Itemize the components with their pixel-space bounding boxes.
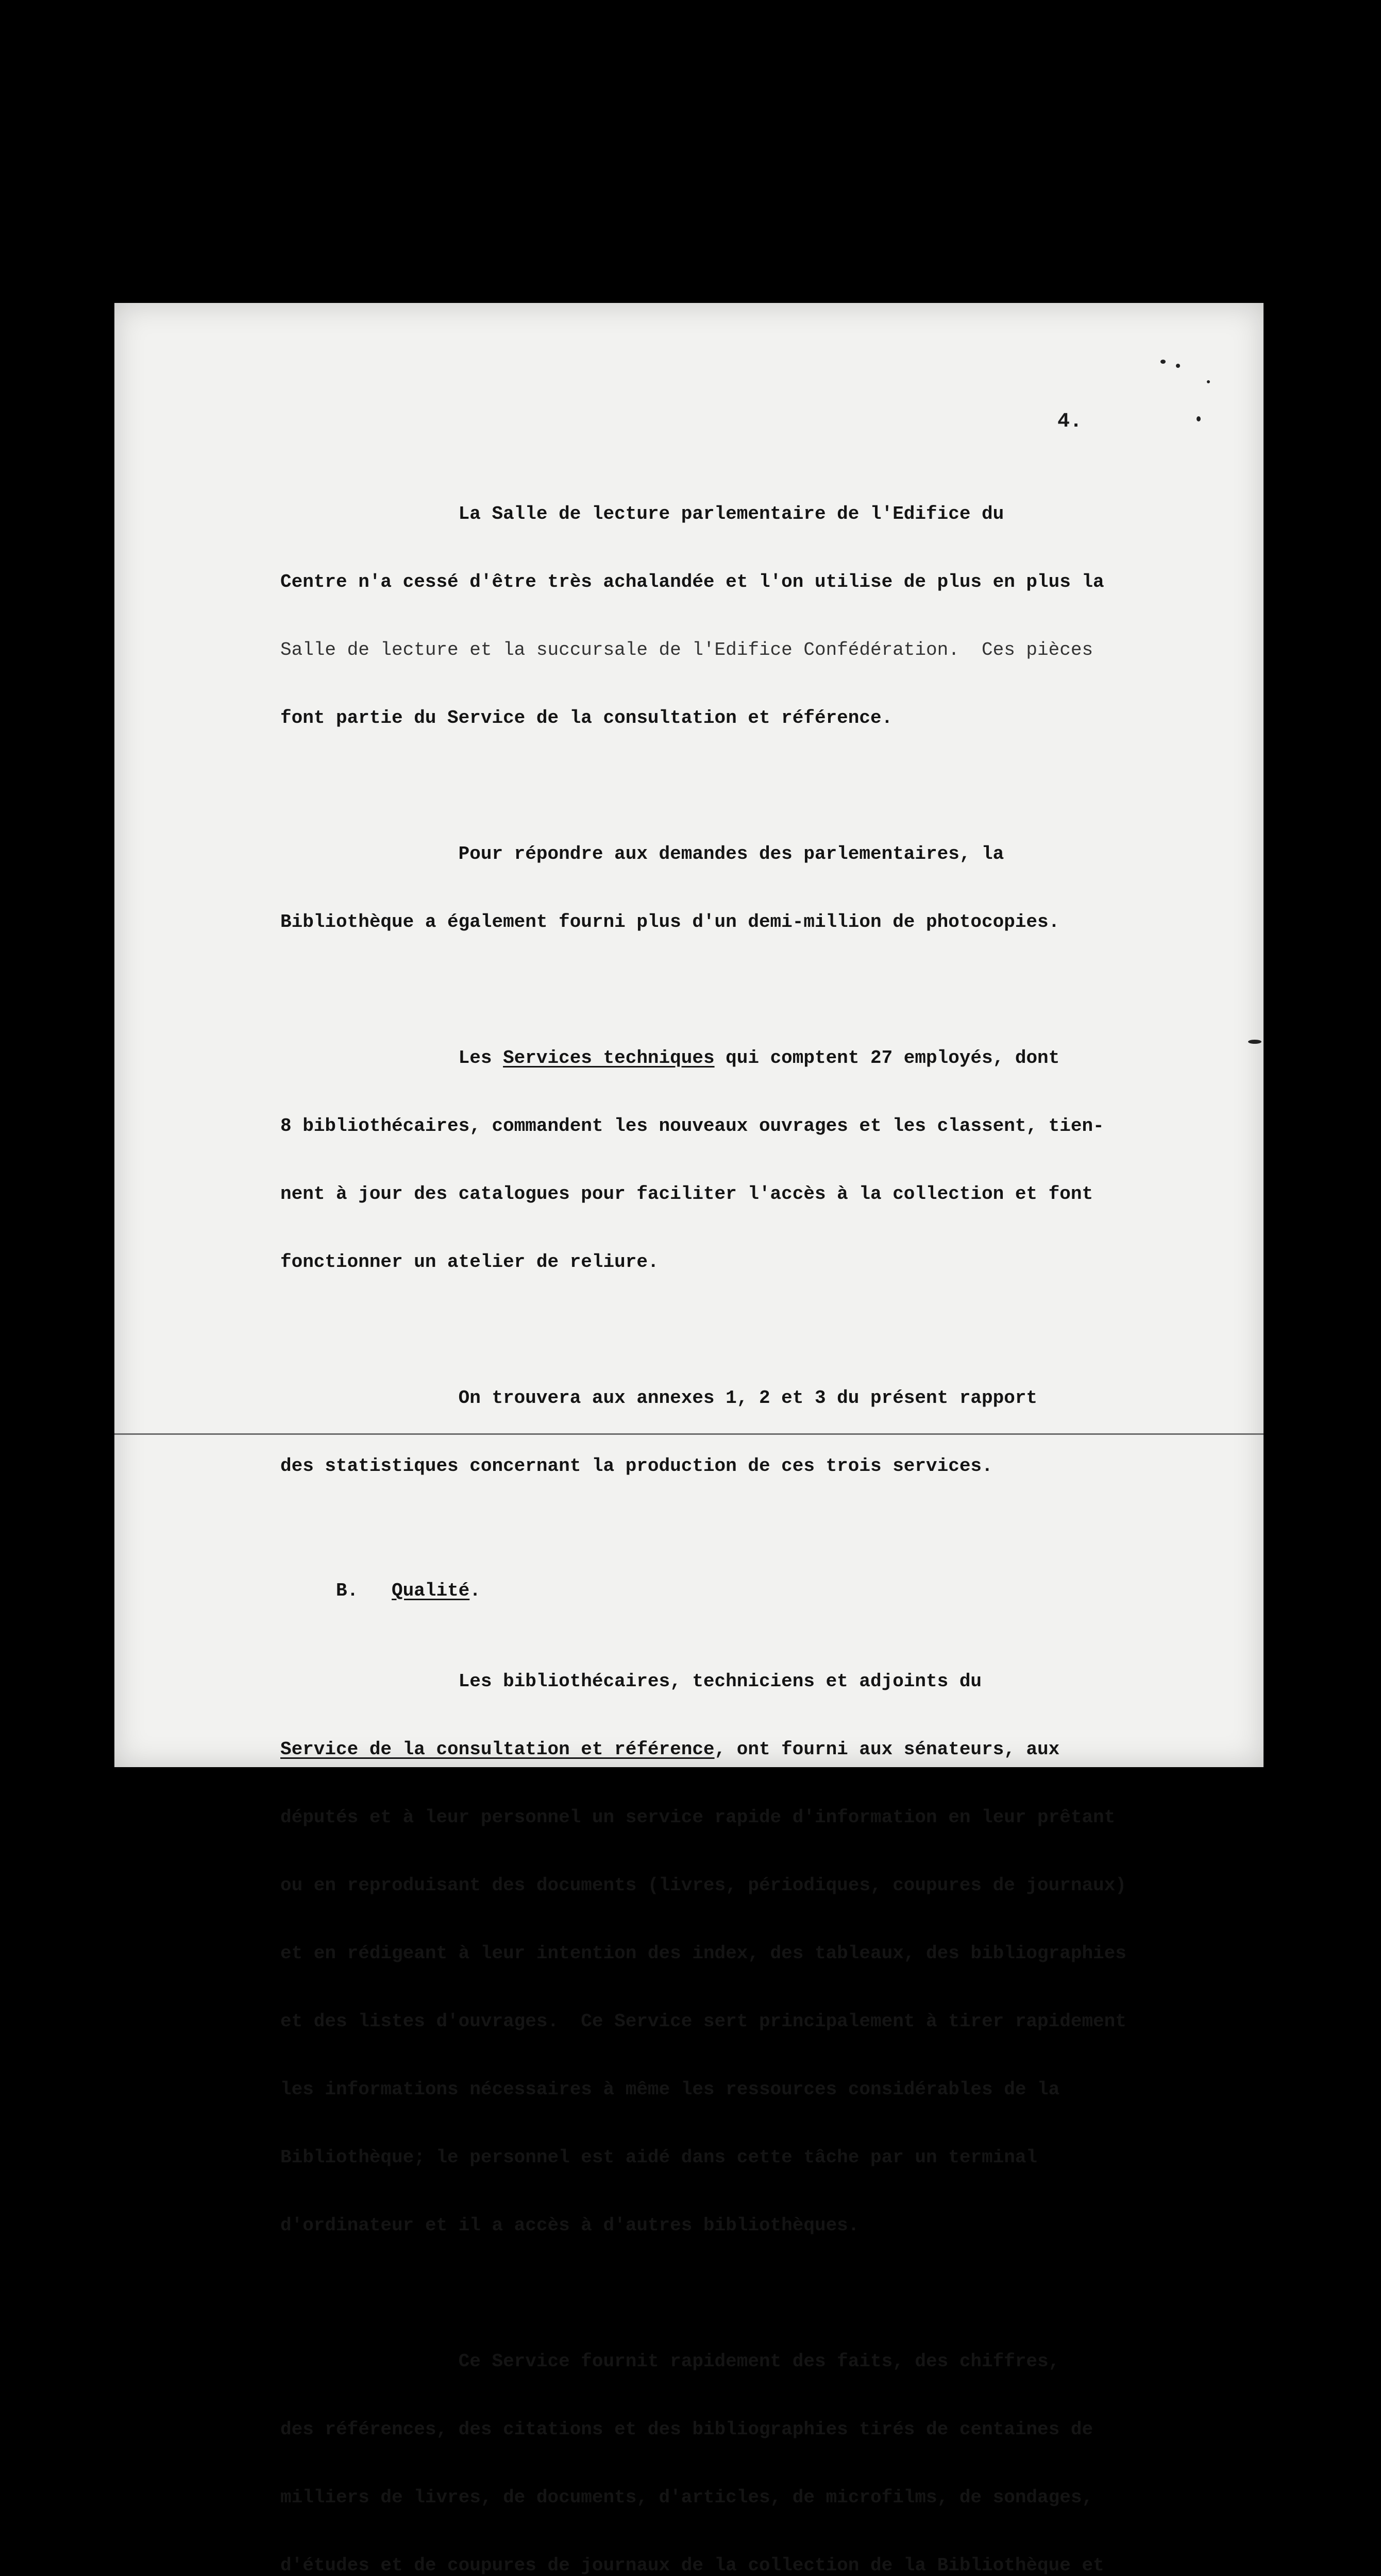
text-segment: qui comptent 27 employés, dont xyxy=(714,1047,1060,1069)
section-title: Qualité xyxy=(392,1580,470,1601)
text-line: milliers de livres, de documents, d'articles, de microfilms, de sondages, xyxy=(280,2487,1093,2508)
text-line: font partie du Service de la consultation et référence. xyxy=(280,707,893,728)
text-line: des statistiques concernant la production de ces trois services. xyxy=(280,1455,993,1477)
text-line: d'ordinateur et il a accès à d'autres bibliothèques. xyxy=(280,2215,860,2236)
text-line: Bibliothèque a également fourni plus d'un demi-million de photocopies. xyxy=(280,911,1060,933)
text-line: ou en reproduisant des documents (livres, périodiques, coupures de journaux) xyxy=(280,1875,1126,1896)
text-line: nent à jour des catalogues pour faciliter l'accès à la collection et font xyxy=(280,1183,1093,1205)
scan-speck xyxy=(1248,1040,1261,1044)
paragraph-consultation-reference xyxy=(280,1625,1167,2282)
text-line: fonctionner un atelier de reliure. xyxy=(280,1251,659,1273)
text-line: des références, des citations et des bibliographies tirés de centaines de xyxy=(280,2419,1093,2440)
text-line: les informations nécessaires à même les ressources considérables de la xyxy=(280,2079,1060,2100)
paragraph-salle-de-lecture xyxy=(280,457,1167,775)
text-line: On trouvera aux annexes 1, 2 et 3 du présent rapport xyxy=(280,1387,1038,1409)
text-line: Salle de lecture et la succursale de l'Edifice Confédération. Ces pièces xyxy=(280,639,1093,660)
text-line: Les bibliothécaires, techniciens et adjoints du xyxy=(280,1671,982,1692)
text-line: d'études et de coupures de journaux de la collection de la Bibliothèque et xyxy=(280,2555,1104,2576)
text-line xyxy=(280,1738,1167,1761)
text-line: et en rédigeant à leur intention des index, des tableaux, des bibliographies xyxy=(280,1943,1126,1964)
text-line: La Salle de lecture parlementaire de l'Edifice du xyxy=(280,503,1004,524)
text-segment: Les xyxy=(280,1047,503,1069)
section-letter: B. xyxy=(280,1580,392,1601)
scan-speck xyxy=(1176,364,1180,368)
paragraph-annexes xyxy=(280,1342,1167,1523)
text-line: et des listes d'ouvrages. Ce Service sert principalement à tirer rapidement xyxy=(280,2011,1126,2032)
text-line: Centre n'a cessé d'être très achalandée et l'on utilise de plus en plus la xyxy=(280,571,1104,592)
text-line: Ce Service fournit rapidement des faits, des chiffres, xyxy=(280,2351,1060,2372)
text-line: Bibliothèque; le personnel est aidé dans cette tâche par un terminal xyxy=(280,2147,1038,2168)
scan-speck xyxy=(1207,380,1210,383)
text-line xyxy=(280,1047,1167,1070)
scan-speck xyxy=(1197,416,1201,421)
services-techniques-underlined: Services techniques xyxy=(503,1047,715,1069)
section-heading-qualite xyxy=(280,1580,1167,1602)
section-title-end: . xyxy=(469,1580,481,1601)
document-body xyxy=(280,457,1167,2576)
text-segment: , ont fourni aux sénateurs, aux xyxy=(714,1739,1060,1760)
paragraph-faits-chiffres xyxy=(280,2305,1167,2576)
scan-speck xyxy=(1160,360,1166,364)
paragraph-services-techniques xyxy=(280,1002,1167,1319)
text-line: députés et à leur personnel un service rapide d'information en leur prêtant xyxy=(280,1807,1116,1828)
text-line: 8 bibliothécaires, commandent les nouveaux ouvrages et les classent, tien- xyxy=(280,1115,1104,1137)
page-number: 4. xyxy=(1057,410,1083,433)
document-page xyxy=(114,303,1264,2576)
paragraph-photocopies xyxy=(280,798,1167,979)
text-line: Pour répondre aux demandes des parlementaires, la xyxy=(280,843,1004,865)
service-consultation-underlined: Service de la consultation et référence xyxy=(280,1739,715,1760)
